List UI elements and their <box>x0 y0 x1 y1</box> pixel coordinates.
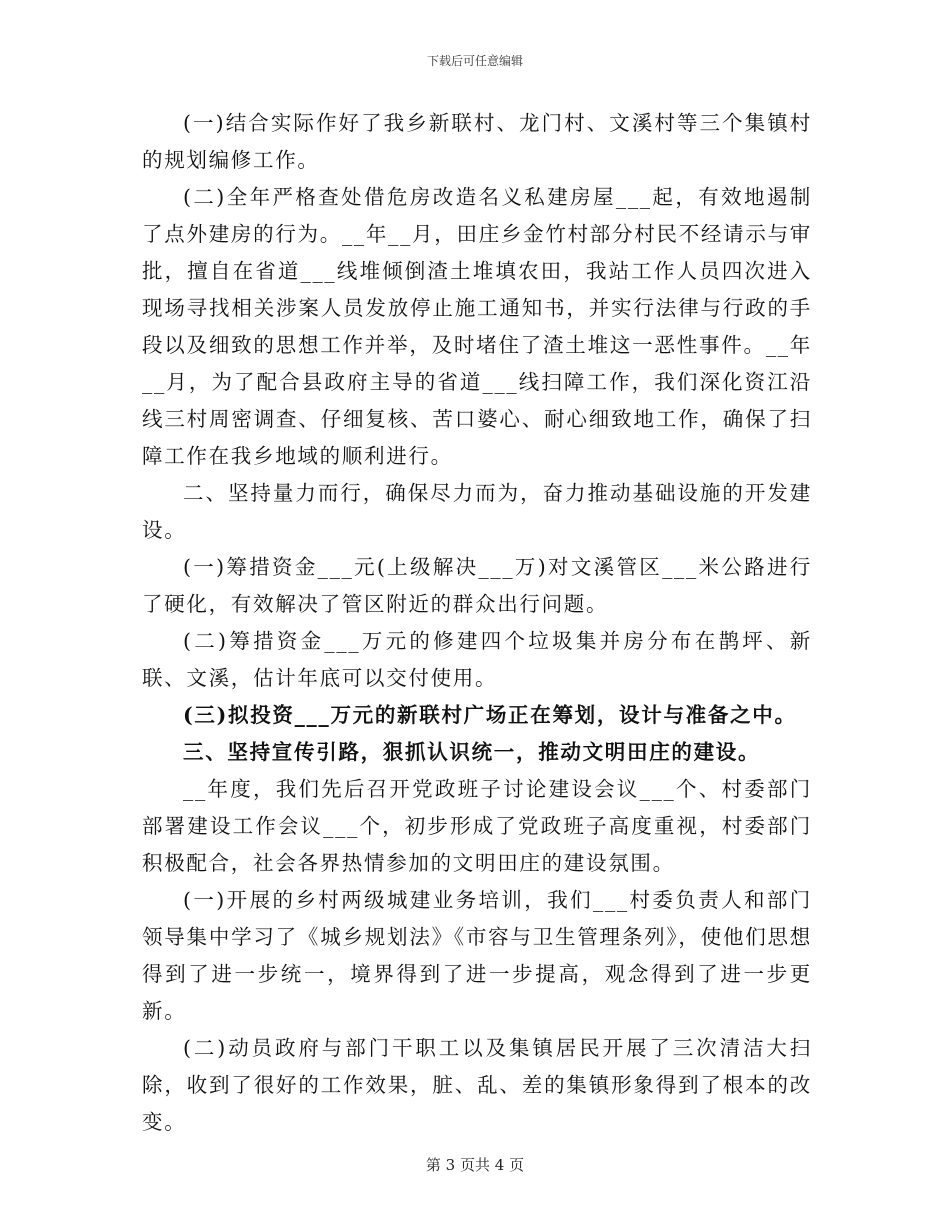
paragraph-illegal-construction: (二)全年严格查处借危房改造名义私建房屋___起，有效地遏制了点外建房的行为。__年__月，田庄乡金竹村部分村民不经请示与审批，擅自在省道___线堆倾倒渣土堆填农田，我站工作人员四次进入现场寻找相关涉案人员发放停止施工通知书，并实行法律与行政的手段以及细致的思想工作并举，及时堵住了渣土堆这一恶性事件。__年__月，为了配合县政府主导的省道___线扫障工作，我们深化资江沿线三村周密调查、仔细复核、苦口婆心、耐心细致地工作，确保了扫障工作在我乡地域的顺利进行。 <box>142 185 812 468</box>
paragraph-garbage-stations: (二)筹措资金___万元的修建四个垃圾集并房分布在鹊坪、新联、文溪，估计年底可以交付使用。 <box>142 629 812 690</box>
paragraph-road-hardening: (一)筹措资金___元(上级解决___万)对文溪管区___米公路进行了硬化，有效解决了管区附近的群众出行问题。 <box>142 555 812 616</box>
paragraph-planning-revision: (一)结合实际作好了我乡新联村、龙门村、文溪村等三个集镇村的规划编修工作。 <box>142 111 812 172</box>
page-header: 下载后可任意编辑 <box>426 54 523 68</box>
paragraph-plaza-plan: (三)拟投资___万元的新联村广场正在筹划，设计与准备之中。 <box>183 703 797 727</box>
paragraph-cleanup: (二)动员政府与部门干职工以及集镇居民开展了三次清洁大扫除，收到了很好的工作效果，脏、乱、差的集镇形象得到了根本的改变。 <box>142 1036 812 1134</box>
section-heading-infrastructure: 二、坚持量力而行，确保尽力而为，奋力推动基础设施的开发建设。 <box>142 481 812 542</box>
page-number: 第 3 页共 4 页 <box>425 1156 525 1174</box>
section-heading-civilization: 三、坚持宣传引路，狠抓认识统一，推动文明田庄的建设。 <box>183 740 761 764</box>
document-body <box>142 105 812 1141</box>
paragraph-meetings: __年度，我们先后召开党政班子讨论建设会议___个、村委部门部署建设工作会议___个，初步形成了党政班子高度重视，村委部门积极配合，社会各界热情参加的文明田庄的建设氛围。 <box>142 777 812 875</box>
paragraph-training: (一)开展的乡村两级城建业务培训，我们___村委负责人和部门领导集中学习了《城乡规划法》《市容与卫生管理条列》，使他们思想得到了进一步统一，境界得到了进一步提高，观念得到了进一步更新。 <box>142 888 812 1023</box>
